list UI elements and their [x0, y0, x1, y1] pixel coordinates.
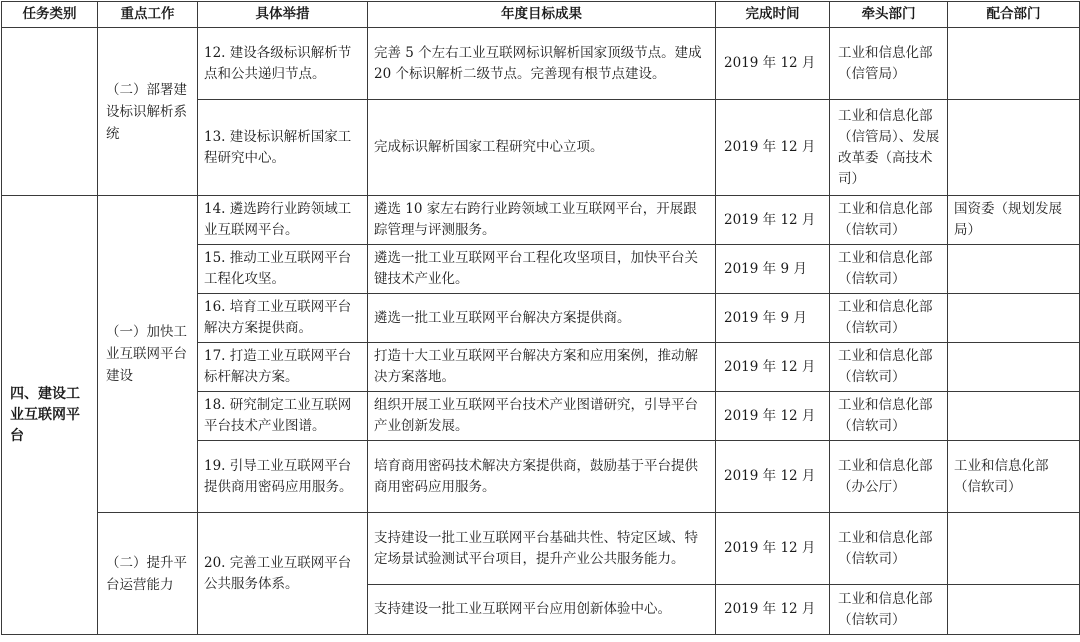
target-cell: 培育商用密码技术解决方案提供商，鼓励基于平台提供商用密码应用服务。 [368, 441, 716, 513]
lead-dept-cell: 工业和信息化部（信软司） [830, 585, 948, 635]
lead-dept-cell: 工业和信息化部（信软司） [830, 343, 948, 392]
time-cell: 2019 年 12 月 [716, 585, 830, 635]
measure-cell: 13. 建设标识解析国家工程研究中心。 [198, 100, 368, 196]
coop-dept-cell [948, 245, 1080, 294]
lead-dept-cell: 工业和信息化部（信管局）、发展改革委（高技术司） [830, 100, 948, 196]
measure-cell: 12. 建设各级标识解析节点和公共递归节点。 [198, 28, 368, 100]
coop-dept-cell: 国资委（规划发展局） [948, 196, 1080, 245]
lead-dept-cell: 工业和信息化部（办公厅） [830, 441, 948, 513]
target-cell: 遴选一批工业互联网平台工程化攻坚项目，加快平台关键技术产业化。 [368, 245, 716, 294]
header-completion-time: 完成时间 [716, 2, 830, 28]
measure-cell: 20. 完善工业互联网平台公共服务体系。 [198, 513, 368, 635]
header-measure: 具体举措 [198, 2, 368, 28]
key-work-cell: （二）部署建设标识解析系统 [98, 28, 198, 196]
time-cell: 2019 年 12 月 [716, 392, 830, 441]
target-cell: 支持建设一批工业互联网平台应用创新体验中心。 [368, 585, 716, 635]
time-cell: 2019 年 9 月 [716, 294, 830, 343]
time-cell: 2019 年 12 月 [716, 513, 830, 585]
time-cell: 2019 年 12 月 [716, 441, 830, 513]
coop-dept-cell [948, 585, 1080, 635]
task-category-cell: 四、建设工业互联网平台 [2, 196, 98, 635]
lead-dept-cell: 工业和信息化部（信软司） [830, 245, 948, 294]
time-cell: 2019 年 9 月 [716, 245, 830, 294]
lead-dept-cell: 工业和信息化部（信软司） [830, 294, 948, 343]
header-annual-target: 年度目标成果 [368, 2, 716, 28]
key-work-cell: （二）提升平台运营能力 [98, 513, 198, 635]
header-row [2, 2, 1080, 28]
target-cell: 支持建设一批工业互联网平台基础共性、特定区域、特定场景试验测试平台项目，提升产业公共服务能力。 [368, 513, 716, 585]
coop-dept-cell [948, 28, 1080, 100]
header-coop-dept: 配合部门 [948, 2, 1080, 28]
lead-dept-cell: 工业和信息化部（信软司） [830, 513, 948, 585]
table-row [2, 513, 1080, 585]
target-cell: 打造十大工业互联网平台解决方案和应用案例，推动解决方案落地。 [368, 343, 716, 392]
time-cell: 2019 年 12 月 [716, 100, 830, 196]
target-cell: 遴选一批工业互联网平台解决方案提供商。 [368, 294, 716, 343]
coop-dept-cell [948, 392, 1080, 441]
lead-dept-cell: 工业和信息化部（信软司） [830, 196, 948, 245]
lead-dept-cell: 工业和信息化部（信管局） [830, 28, 948, 100]
measure-cell: 14. 遴选跨行业跨领域工业互联网平台。 [198, 196, 368, 245]
header-task-category: 任务类别 [2, 2, 98, 28]
target-cell: 完善 5 个左右工业互联网标识解析国家顶级节点。建成 20 个标识解析二级节点。完善现有根节点建设。 [368, 28, 716, 100]
measure-cell: 15. 推动工业互联网平台工程化攻坚。 [198, 245, 368, 294]
lead-dept-cell: 工业和信息化部（信软司） [830, 392, 948, 441]
coop-dept-cell [948, 513, 1080, 585]
time-cell: 2019 年 12 月 [716, 28, 830, 100]
measure-cell: 19. 引导工业互联网平台提供商用密码应用服务。 [198, 441, 368, 513]
target-cell: 遴选 10 家左右跨行业跨领域工业互联网平台，开展跟踪管理与评测服务。 [368, 196, 716, 245]
header-key-work: 重点工作 [98, 2, 198, 28]
measure-cell: 17. 打造工业互联网平台标杆解决方案。 [198, 343, 368, 392]
coop-dept-cell [948, 343, 1080, 392]
target-cell: 完成标识解析国家工程研究中心立项。 [368, 100, 716, 196]
coop-dept-cell [948, 294, 1080, 343]
target-cell: 组织开展工业互联网平台技术产业图谱研究，引导平台产业创新发展。 [368, 392, 716, 441]
table-row [2, 28, 1080, 100]
header-lead-dept: 牵头部门 [830, 2, 948, 28]
time-cell: 2019 年 12 月 [716, 196, 830, 245]
measure-cell: 16. 培育工业互联网平台解决方案提供商。 [198, 294, 368, 343]
coop-dept-cell: 工业和信息化部（信软司） [948, 441, 1080, 513]
coop-dept-cell [948, 100, 1080, 196]
time-cell: 2019 年 12 月 [716, 343, 830, 392]
task-category-cell [2, 28, 98, 196]
measure-cell: 18. 研究制定工业互联网平台技术产业图谱。 [198, 392, 368, 441]
table-row [2, 196, 1080, 245]
task-table [1, 1, 1080, 635]
key-work-cell: （一）加快工业互联网平台建设 [98, 196, 198, 513]
